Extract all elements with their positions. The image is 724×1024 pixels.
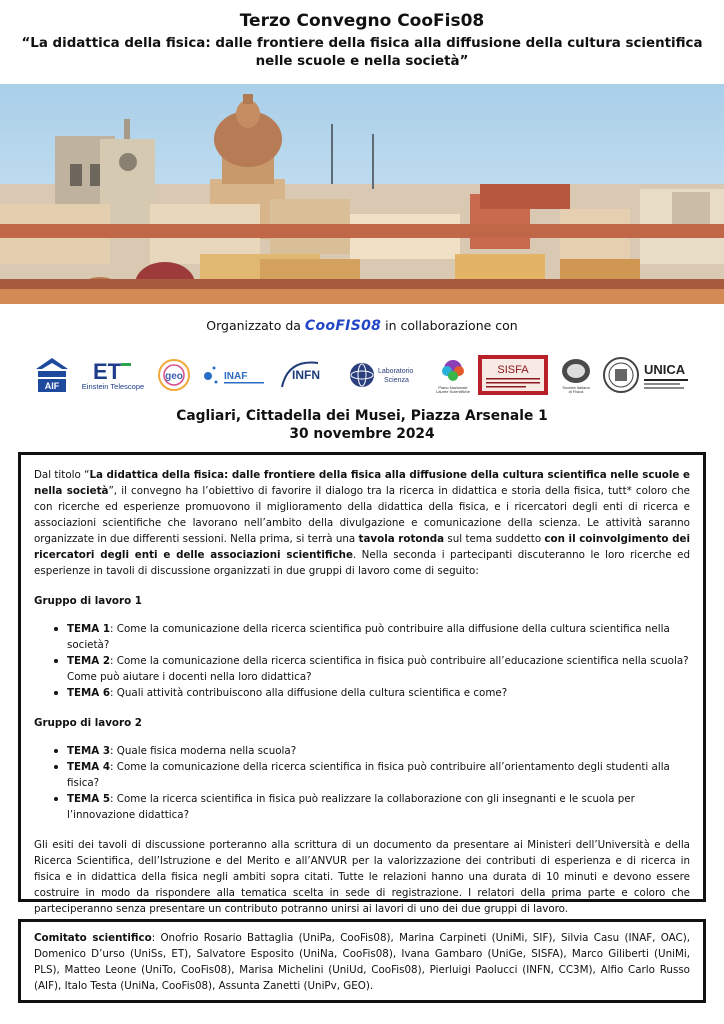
group1-heading: Gruppo di lavoro 1 — [34, 595, 142, 607]
aif-label: AIF — [44, 381, 60, 391]
piano-lauree-scientifiche-logo — [433, 354, 473, 396]
einstein-telescope-label: Einstein Telescope — [81, 381, 145, 391]
group2-heading: Gruppo di lavoro 2 — [34, 717, 142, 729]
inaf-logo — [202, 354, 268, 396]
svg-text:Laboratorio: Laboratorio — [378, 368, 414, 375]
partner-logos — [30, 354, 694, 396]
geo-logo — [156, 354, 192, 396]
svg-text:di Fisica: di Fisica — [568, 389, 584, 394]
svg-text:Lauree Scientifiche: Lauree Scientifiche — [435, 389, 471, 394]
infn-label: INFN — [292, 368, 320, 382]
event-date: 30 novembre 2024 — [289, 426, 435, 442]
unica-label: UNICA — [644, 361, 686, 377]
venue-place: Cagliari, Cittadella dei Musei, Piazza Arsenale 1 — [176, 408, 548, 424]
geo-label: geo — [165, 371, 183, 382]
sisfa-logo — [478, 354, 548, 396]
aif-logo — [32, 354, 72, 396]
list-item: TEMA 4: Come la comunicazione della ricerca scientifica in fisica può contribuire all’orientamento degli studenti alla fisica? — [54, 759, 690, 791]
university-seal-logo — [602, 354, 640, 396]
group2-list — [54, 743, 690, 823]
sisfa-label: SISFA — [497, 364, 529, 376]
unica-logo — [644, 354, 694, 396]
list-item: TEMA 6: Quali attività contribuiscono alla diffusione della cultura scientifica e come? — [54, 685, 690, 701]
list-item: TEMA 1: Come la comunicazione della ricerca scientifica può contribuire alla diffusione della cultura scientifica nella società? — [54, 621, 690, 653]
inaf-label: INAF — [224, 371, 248, 382]
svg-text:Società Italiana: Società Italiana — [562, 385, 590, 390]
venue-info — [0, 407, 724, 443]
einstein-telescope-logo — [80, 354, 146, 396]
organized-suffix: in collaborazione con — [385, 318, 518, 333]
list-item: TEMA 3: Quale fisica moderna nella scuola? — [54, 743, 690, 759]
infn-logo — [278, 354, 340, 396]
cagliari-cityscape-photo — [0, 84, 724, 304]
organizer-line — [0, 318, 724, 334]
svg-text:Piano Nazionale: Piano Nazionale — [438, 385, 468, 390]
list-item: TEMA 5: Come la ricerca scientifica in fisica può realizzare la collaborazione con gli insegnanti e le scuola per l’innovazione didattica? — [54, 791, 690, 823]
svg-text:Scienza: Scienza — [384, 377, 409, 384]
intro-paragraph: Dal titolo “La didattica della fisica: dalle frontiere della fisica alla diffusione della cultura scientifica nelle scuole e nella società”, il convegno ha l’obiettivo di favorire il dialogo tra la ricerca in didattica e storia della fisica, tutt* coloro che con ricerche ed esperienze promuovono il miglioramento della didattica della fisica, e i ricercatori degli enti di ricerca e associazioni scientifiche che lavorano nell’ambito della divulgazione e comunicazione della scienza. Le attività saranno organizzate in due differenti sessioni. Nella prima, si terrà una tavola rotonda sul tema suddetto con il coinvolgimento dei ricercatori degli enti e delle associazioni scientifiche. Nella seconda i partecipanti discuteranno le loro ricerche ed esperienze in tavoli di discussione organizzati in due gruppi di lavoro come di seguito: — [34, 469, 690, 577]
committee-members: : Onofrio Rosario Battaglia (UniPa, CooFis08), Marina Carpineti (UniMi, SIF), Silvia Casu (INAF, OAC), Domenico D’urso (UniSs, ET), Salvatore Esposito (UniNa, CooFis08), Ivana Gambaro (UniGe, SISFA), Marco Giliberti (UniMi, PLS), Matteo Leone (UniTo, CooFis08), Marisa Michelini (UniUd, CooFis08), Pierluigi Paolucci (INFN, CC3M), Alfio Carlo Russo (AIF), Italo Testa (UniNa, CooFis08), Assunta Zanetti (UniPv, GEO). — [34, 932, 691, 992]
list-item: TEMA 2: Come la comunicazione della ricerca scientifica in fisica può contribuire all’educazione scientifica nella scuola? Come può aiutare i docenti nella loro didattica? — [54, 653, 690, 685]
group1-list — [54, 621, 690, 701]
final-paragraph: Gli esiti dei tavoli di discussione porteranno alla scrittura di un documento da presentare ai Ministeri dell’Università e della Ricerca Scientifica, dell’Istruzione e del Merito e all’ANVUR per la valorizzazione dei contributi di esperienza e di ricerca in fisica e in didattica della fisica negli ambiti sopra citati. Tutte le relazioni hanno una durata di 10 minuti e devono essere costruire in modo da rispondere alla tematica scelta in sede di registrazione. I relatori della prima parte e coloro che parteciperanno senza presentare un contributo potranno unirsi ai lavori di uno dei due gruppi di lavoro. — [34, 839, 690, 915]
sif-logo — [556, 354, 596, 396]
organized-prefix: Organizzato da — [206, 318, 301, 333]
page-subtitle: “La didattica della fisica: dalle frontiere della fisica alla diffusione della cultura scientifica nelle scuole e nella società” — [21, 36, 703, 69]
laboratorio-scienza-logo — [348, 354, 426, 396]
scientific-committee-box — [18, 919, 706, 1003]
page-title: Terzo Convegno CooFis08 — [239, 11, 485, 31]
svg-text:ET: ET — [93, 359, 122, 382]
description-box — [18, 452, 706, 915]
committee-label: Comitato scientifico — [34, 932, 152, 944]
coofis08-logo: CooFIS08 — [304, 318, 382, 334]
